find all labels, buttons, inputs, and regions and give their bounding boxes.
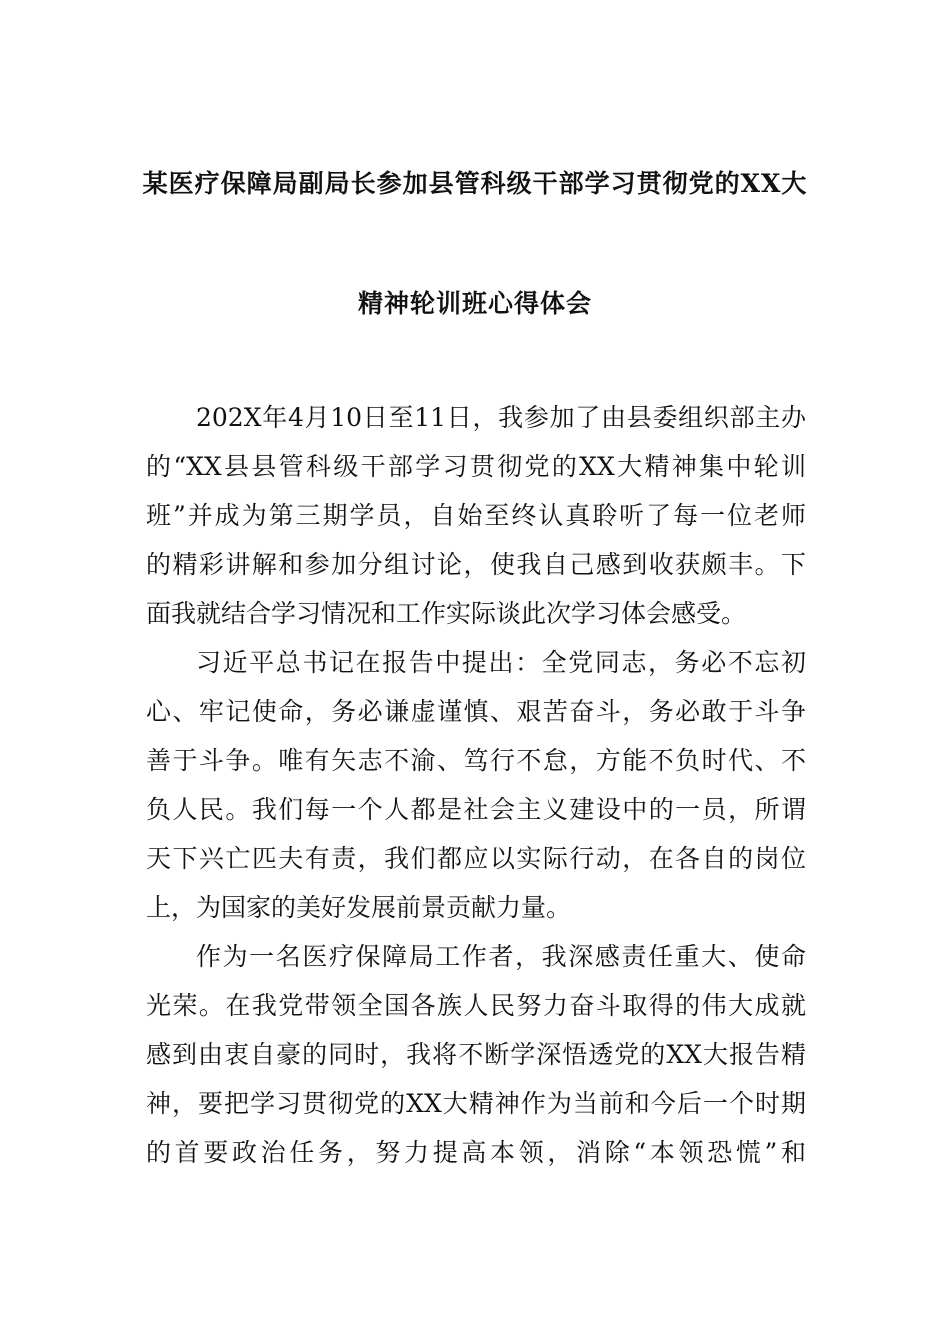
paragraph-line: 负人民。我们每一个人都是社会主义建设中的一员，所谓: [146, 795, 806, 824]
paragraph-3: [146, 932, 806, 1177]
document-title-line-1: 某医疗保障局副局长参加县管科级干部学习贯彻党的XX大: [142, 169, 808, 198]
document-body: [146, 393, 806, 1177]
paragraph-line: 的首要政治任务，努力提高本领，消除“本领恐慌”和: [146, 1138, 806, 1167]
paragraph-line: 上，为国家的美好发展前景贡献力量。: [146, 893, 572, 922]
paragraph-line: 班”并成为第三期学员，自始至终认真聆听了每一位老师: [146, 501, 806, 530]
paragraph-line: 光荣。在我党带领全国各族人民努力奋斗取得的伟大成就: [146, 991, 806, 1020]
paragraph-line: 202X年4月10日至11日，我参加了由县委组织部主办: [196, 403, 806, 432]
document-title-line-2: 精神轮训班心得体会: [357, 289, 592, 318]
paragraph-line: 的“XX县县管科级干部学习贯彻党的XX大精神集中轮训: [146, 452, 806, 481]
paragraph-line: 天下兴亡匹夫有责，我们都应以实际行动，在各自的岗位: [146, 844, 806, 873]
paragraph-line: 的精彩讲解和参加分组讨论，使我自己感到收获颇丰。下: [146, 550, 806, 579]
paragraph-line: 面我就结合学习情况和工作实际谈此次学习体会感受。: [146, 599, 747, 628]
paragraph-1: [146, 393, 806, 638]
paragraph-line: 心、牢记使命，务必谦虚谨慎、艰苦奋斗，务必敢于斗争: [146, 697, 806, 726]
paragraph-line: 神，要把学习贯彻党的XX大精神作为当前和今后一个时期: [146, 1089, 806, 1118]
paragraph-line: 习近平总书记在报告中提出：全党同志，务必不忘初: [196, 648, 806, 677]
paragraph-line: 感到由衷自豪的同时，我将不断学深悟透党的XX大报告精: [146, 1040, 806, 1069]
paragraph-2: [146, 638, 806, 932]
paragraph-line: 作为一名医疗保障局工作者，我深感责任重大、使命: [196, 942, 806, 971]
paragraph-line: 善于斗争。唯有矢志不渝、笃行不怠，方能不负时代、不: [146, 746, 806, 775]
